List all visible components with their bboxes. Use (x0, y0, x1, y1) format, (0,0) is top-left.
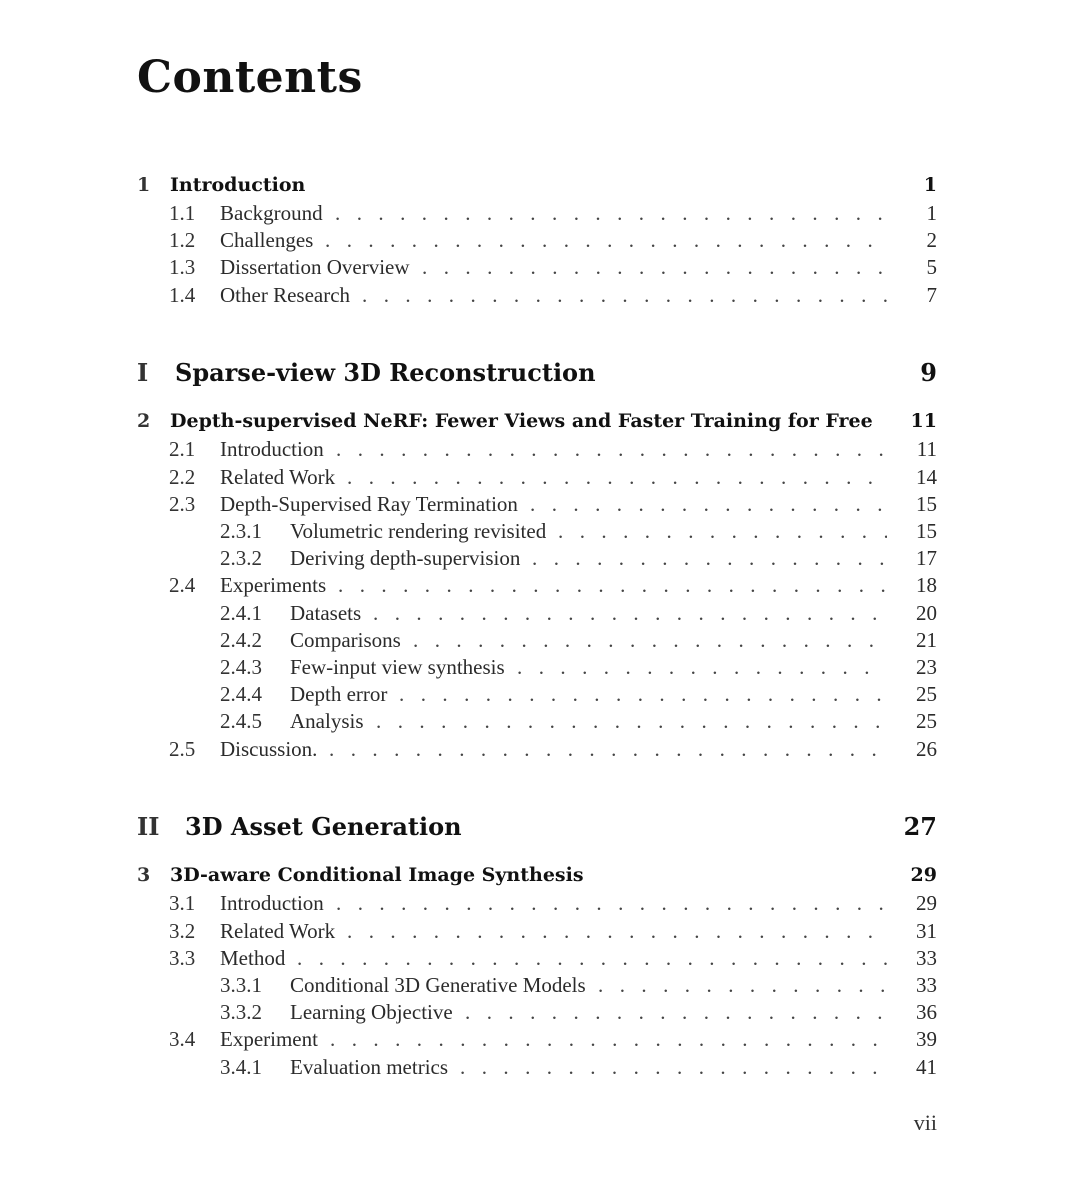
toc-entry-section[interactable] (0, 919, 1080, 947)
toc-dot-leader (347, 919, 887, 944)
toc-entry-title: Challenges (220, 228, 314, 252)
toc-entry-page-number: 31 (916, 919, 937, 943)
toc-entry-section[interactable] (0, 737, 1080, 765)
toc-entry-page-number: 15 (916, 492, 937, 516)
toc-entry-section[interactable] (0, 1027, 1080, 1055)
toc-entry-title: Method (220, 946, 286, 970)
toc-entry-section[interactable] (0, 283, 1080, 311)
toc-entry-page-number: 27 (903, 812, 937, 841)
toc-entry-number: 3.3.1 (220, 973, 262, 997)
toc-entry-number: 2.5 (169, 737, 196, 761)
toc-entry-subsection[interactable] (0, 973, 1080, 1001)
toc-entry-title: Conditional 3D Generative Models (290, 973, 586, 997)
toc-entry-page-number: 15 (916, 519, 937, 543)
toc-dot-leader (362, 283, 887, 308)
toc-entry-title: 3D-aware Conditional Image Synthesis (170, 864, 584, 886)
toc-entry-section[interactable] (0, 891, 1080, 919)
toc-entry-title: Datasets (290, 601, 362, 625)
toc-dot-leader (422, 255, 887, 280)
toc-entry-number: 3.3 (169, 946, 196, 970)
toc-entry-subsection[interactable] (0, 1000, 1080, 1028)
toc-entry-page-number: 2 (926, 228, 937, 252)
toc-dot-leader (530, 492, 887, 517)
toc-entry-title: Learning Objective (290, 1000, 453, 1024)
toc-dot-leader (598, 973, 887, 998)
toc-entry-subsection[interactable] (0, 709, 1080, 737)
toc-entry-number: I (137, 358, 149, 387)
toc-entry-page-number: 9 (920, 358, 937, 387)
toc-dot-leader (335, 201, 887, 226)
toc-entry-page-number: 39 (916, 1027, 937, 1051)
toc-entry-page-number: 1 (923, 174, 937, 196)
toc-entry-title: Experiments (220, 573, 327, 597)
toc-entry-page-number: 25 (916, 682, 937, 706)
toc-entry-title: Experiment (220, 1027, 318, 1051)
toc-entry-page-number: 41 (916, 1055, 937, 1079)
toc-entry-page-number: 11 (910, 410, 937, 432)
toc-entry-number: 2.1 (169, 437, 196, 461)
toc-dot-leader (376, 709, 887, 734)
toc-entry-page-number: 14 (916, 465, 937, 489)
toc-dot-leader (413, 628, 887, 653)
toc-entry-number: 2 (137, 410, 151, 432)
toc-entry-title: Introduction (220, 437, 324, 461)
toc-entry-section[interactable] (0, 255, 1080, 283)
toc-entry-number: 1.3 (169, 255, 196, 279)
toc-entry-number: 2.4.1 (220, 601, 262, 625)
toc-entry-number: 1.1 (169, 201, 196, 225)
toc-entry-title: Other Research (220, 283, 351, 307)
toc-entry-page-number: 26 (916, 737, 937, 761)
toc-entry-number: 3.2 (169, 919, 196, 943)
toc-entry-subsection[interactable] (0, 1055, 1080, 1083)
toc-entry-title: Comparisons (290, 628, 401, 652)
toc-entry-subsection[interactable] (0, 655, 1080, 683)
toc-entry-section[interactable] (0, 201, 1080, 229)
toc-entry-page-number: 17 (916, 546, 937, 570)
page-title: Contents (137, 52, 363, 103)
toc-dot-leader (460, 1055, 887, 1080)
toc-entry-page-number: 36 (916, 1000, 937, 1024)
toc-entry-page-number: 5 (926, 255, 937, 279)
toc-entry-title: Related Work (220, 465, 336, 489)
toc-entry-title: Depth error (290, 682, 388, 706)
toc-entry-section[interactable] (0, 465, 1080, 493)
toc-entry-title: Deriving depth-supervision (290, 546, 521, 570)
toc-dot-leader (373, 601, 887, 626)
toc-entry-subsection[interactable] (0, 628, 1080, 656)
toc-entry-section[interactable] (0, 228, 1080, 256)
toc-entry-title: Introduction (170, 174, 306, 196)
toc-entry-subsection[interactable] (0, 546, 1080, 574)
toc-entry-page-number: 29 (916, 891, 937, 915)
toc-dot-leader (325, 228, 887, 253)
toc-entry-number: 3.1 (169, 891, 196, 915)
toc-entry-part[interactable] (0, 358, 1080, 386)
toc-entry-number: 2.4 (169, 573, 196, 597)
toc-entry-page-number: 18 (916, 573, 937, 597)
toc-entry-number: 2.2 (169, 465, 196, 489)
toc-entry-number: 3.4 (169, 1027, 196, 1051)
toc-entry-number: 2.3.1 (220, 519, 262, 543)
toc-entry-page-number: 29 (910, 864, 937, 886)
toc-entry-title: Discussion. (220, 737, 318, 761)
toc-dot-leader (297, 946, 887, 971)
toc-entry-number: 1 (137, 174, 151, 196)
toc-entry-title: Few-input view synthesis (290, 655, 505, 679)
toc-entry-number: 2.3 (169, 492, 196, 516)
toc-entry-number: 1.2 (169, 228, 196, 252)
toc-entry-number: 3.3.2 (220, 1000, 262, 1024)
toc-entry-page-number: 20 (916, 601, 937, 625)
toc-entry-number: 2.4.5 (220, 709, 262, 733)
toc-entry-section[interactable] (0, 437, 1080, 465)
toc-entry-title: Volumetric rendering revisited (290, 519, 547, 543)
toc-entry-subsection[interactable] (0, 682, 1080, 710)
toc-dot-leader (517, 655, 887, 680)
toc-dot-leader (465, 1000, 887, 1025)
toc-entry-number: 3.4.1 (220, 1055, 262, 1079)
toc-entry-page-number: 21 (916, 628, 937, 652)
toc-dot-leader (329, 737, 887, 762)
toc-entry-title: Analysis (290, 709, 364, 733)
toc-entry-title: 3D Asset Generation (185, 812, 462, 841)
toc-entry-number: II (137, 812, 160, 841)
toc-entry-page-number: 1 (926, 201, 937, 225)
toc-dot-leader (336, 437, 887, 462)
toc-dot-leader (347, 465, 887, 490)
toc-entry-title: Background (220, 201, 323, 225)
toc-entry-chapter[interactable] (0, 174, 1080, 202)
toc-entry-page-number: 33 (916, 973, 937, 997)
toc-dot-leader (399, 682, 887, 707)
toc-dot-leader (558, 519, 887, 544)
toc-dot-leader (330, 1027, 887, 1052)
toc-entry-section[interactable] (0, 946, 1080, 974)
page-footer-number: vii (913, 1110, 937, 1135)
toc-entry-title: Depth-Supervised Ray Termination (220, 492, 518, 516)
toc-entry-section[interactable] (0, 573, 1080, 601)
toc-dot-leader (338, 573, 887, 598)
toc-entry-number: 2.4.4 (220, 682, 262, 706)
toc-entry-page-number: 33 (916, 946, 937, 970)
toc-entry-page-number: 11 (916, 437, 937, 461)
toc-entry-title: Depth-supervised NeRF: Fewer Views and Faster Training for Free (170, 410, 873, 432)
toc-entry-title: Sparse-view 3D Reconstruction (175, 358, 596, 387)
toc-entry-number: 1.4 (169, 283, 196, 307)
toc-entry-title: Evaluation metrics (290, 1055, 449, 1079)
toc-entry-page-number: 7 (926, 283, 937, 307)
toc-entry-chapter[interactable] (0, 864, 1080, 892)
toc-entry-number: 2.4.3 (220, 655, 262, 679)
toc-entry-subsection[interactable] (0, 601, 1080, 629)
toc-entry-page-number: 23 (916, 655, 937, 679)
toc-dot-leader (336, 891, 887, 916)
toc-entry-number: 2.4.2 (220, 628, 262, 652)
toc-entry-title: Dissertation Overview (220, 255, 410, 279)
toc-entry-subsection[interactable] (0, 519, 1080, 547)
toc-entry-number: 2.3.2 (220, 546, 262, 570)
toc-entry-page-number: 25 (916, 709, 937, 733)
toc-entry-section[interactable] (0, 492, 1080, 520)
toc-entry-title: Introduction (220, 891, 324, 915)
toc-entry-title: Related Work (220, 919, 336, 943)
toc-entry-number: 3 (137, 864, 151, 886)
toc-dot-leader (532, 546, 887, 571)
toc-entry-part[interactable] (0, 812, 1080, 840)
toc-entry-chapter[interactable] (0, 410, 1080, 438)
